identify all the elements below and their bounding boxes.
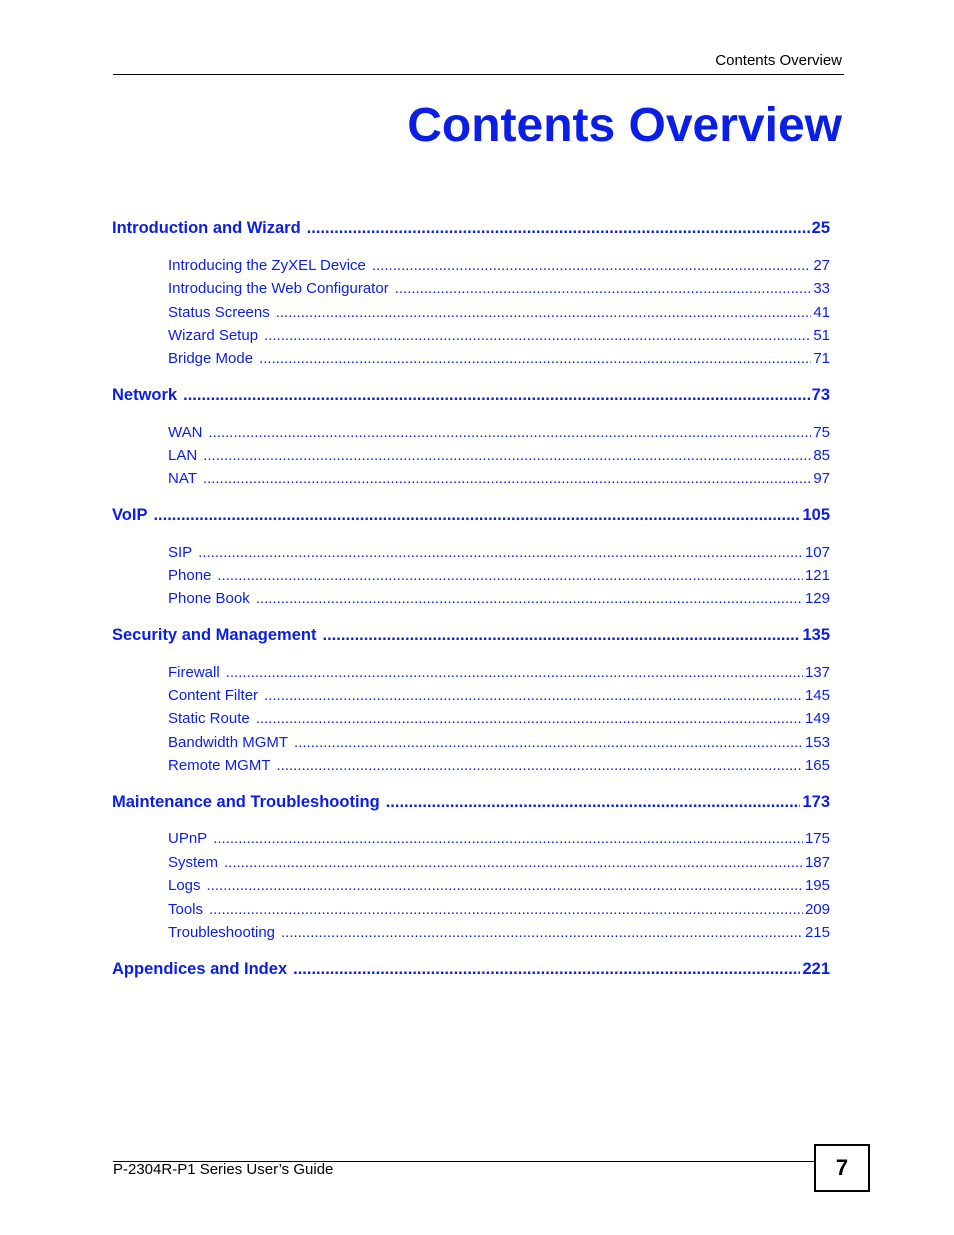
toc-leader-dots bbox=[256, 590, 803, 607]
toc-leader-dots bbox=[213, 830, 803, 847]
toc-entry[interactable] bbox=[168, 327, 830, 344]
toc-page-number: 137 bbox=[804, 664, 830, 681]
toc-entry-title: Introducing the ZyXEL Device bbox=[168, 257, 366, 274]
toc-page-number: 135 bbox=[802, 626, 830, 644]
toc-leader-dots bbox=[226, 664, 803, 681]
toc-leader-dots bbox=[276, 304, 812, 321]
toc-entry-title: Remote MGMT bbox=[168, 757, 271, 774]
toc-section-title: Introduction and Wizard bbox=[112, 219, 301, 237]
toc-leader-dots bbox=[259, 350, 811, 367]
toc-page-number: 173 bbox=[802, 793, 830, 811]
toc-entry-title: Status Screens bbox=[168, 304, 270, 321]
toc-entry[interactable] bbox=[168, 854, 830, 871]
toc-section-title: VoIP bbox=[112, 506, 148, 524]
toc-page-number: 165 bbox=[804, 757, 830, 774]
toc-leader-dots bbox=[386, 793, 801, 812]
toc-entry-title: SIP bbox=[168, 544, 193, 561]
toc-page-number: 71 bbox=[813, 350, 830, 367]
toc-entry-title: Content Filter bbox=[168, 687, 259, 704]
toc-leader-dots bbox=[203, 470, 811, 487]
toc-entry-title: Logs bbox=[168, 877, 201, 894]
toc-page-number: 187 bbox=[804, 854, 830, 871]
toc-entry[interactable] bbox=[168, 901, 830, 918]
toc-entry[interactable] bbox=[168, 830, 830, 847]
toc-entry[interactable] bbox=[168, 447, 830, 464]
toc-page-number: 33 bbox=[813, 280, 830, 297]
toc-section[interactable] bbox=[112, 626, 830, 645]
toc-entry[interactable] bbox=[168, 424, 830, 441]
toc-leader-dots bbox=[277, 757, 803, 774]
toc-page-number: 129 bbox=[804, 590, 830, 607]
toc-page-number: 145 bbox=[804, 687, 830, 704]
toc-page-number: 195 bbox=[804, 877, 830, 894]
toc-leader-dots bbox=[293, 960, 800, 979]
toc-leader-dots bbox=[322, 626, 800, 645]
toc-entry-title: Tools bbox=[168, 901, 204, 918]
toc-leader-dots bbox=[294, 734, 803, 751]
toc-section[interactable] bbox=[112, 506, 830, 525]
toc-page-number: 209 bbox=[804, 901, 830, 918]
toc-leader-dots bbox=[281, 924, 803, 941]
toc-section-title: Appendices and Index bbox=[112, 960, 288, 978]
toc-leader-dots bbox=[264, 327, 811, 344]
toc-leader-dots bbox=[264, 687, 803, 704]
toc-section[interactable] bbox=[112, 219, 830, 238]
toc-entry[interactable] bbox=[168, 710, 830, 727]
toc-leader-dots bbox=[153, 506, 800, 525]
toc-entry[interactable] bbox=[168, 877, 830, 894]
toc-entry[interactable] bbox=[168, 590, 830, 607]
running-header: Contents Overview bbox=[715, 52, 842, 69]
toc-entry-title: Static Route bbox=[168, 710, 250, 727]
toc-entry[interactable] bbox=[168, 280, 830, 297]
toc-leader-dots bbox=[256, 710, 803, 727]
toc-section-title: Network bbox=[112, 386, 178, 404]
toc-entry-title: Wizard Setup bbox=[168, 327, 259, 344]
toc-page-number: 153 bbox=[804, 734, 830, 751]
footer-guide-title: P-2304R-P1 Series User’s Guide bbox=[113, 1161, 334, 1178]
toc-entry[interactable] bbox=[168, 734, 830, 751]
page-title: Contents Overview bbox=[407, 99, 842, 152]
toc-page-number: 175 bbox=[804, 830, 830, 847]
toc-page-number: 73 bbox=[811, 386, 830, 404]
toc-section[interactable] bbox=[112, 793, 830, 812]
toc-page-number: 105 bbox=[802, 506, 830, 524]
toc-entry-title: Bridge Mode bbox=[168, 350, 254, 367]
toc-entry[interactable] bbox=[168, 924, 830, 941]
toc-entry-title: System bbox=[168, 854, 219, 871]
header-rule bbox=[113, 74, 844, 75]
toc-entry-title: Phone Book bbox=[168, 590, 250, 607]
toc-page-number: 97 bbox=[813, 470, 830, 487]
toc-page-number: 149 bbox=[804, 710, 830, 727]
toc-page-number: 85 bbox=[813, 447, 830, 464]
toc-entry[interactable] bbox=[168, 257, 830, 274]
toc-page-number: 25 bbox=[811, 219, 830, 237]
toc-page-number: 215 bbox=[804, 924, 830, 941]
toc-entry-title: Bandwidth MGMT bbox=[168, 734, 289, 751]
toc-section[interactable] bbox=[112, 386, 830, 405]
toc-leader-dots bbox=[207, 877, 803, 894]
toc-entry-title: Firewall bbox=[168, 664, 220, 681]
toc-page-number: 41 bbox=[813, 304, 830, 321]
toc-entry[interactable] bbox=[168, 687, 830, 704]
toc-entry-title: UPnP bbox=[168, 830, 208, 847]
toc-leader-dots bbox=[209, 901, 803, 918]
toc-entry-title: Introducing the Web Configurator bbox=[168, 280, 389, 297]
toc-page-number: 107 bbox=[804, 544, 830, 561]
toc-page-number: 27 bbox=[813, 257, 830, 274]
toc-section-title: Maintenance and Troubleshooting bbox=[112, 793, 380, 811]
toc-entry-title: Troubleshooting bbox=[168, 924, 276, 941]
toc-leader-dots bbox=[217, 567, 803, 584]
toc-entry-title: WAN bbox=[168, 424, 203, 441]
toc-entry[interactable] bbox=[168, 567, 830, 584]
toc-entry-title: Phone bbox=[168, 567, 212, 584]
toc-leader-dots bbox=[224, 854, 803, 871]
toc-entry[interactable] bbox=[168, 544, 830, 561]
toc-leader-dots bbox=[307, 219, 810, 238]
toc-leader-dots bbox=[395, 280, 812, 297]
toc-page-number: 75 bbox=[813, 424, 830, 441]
toc-page-number: 51 bbox=[813, 327, 830, 344]
toc-entry-title: LAN bbox=[168, 447, 198, 464]
toc-entry[interactable] bbox=[168, 470, 830, 487]
toc-entry[interactable] bbox=[168, 757, 830, 774]
toc-leader-dots bbox=[372, 257, 811, 274]
page-number-box: 7 bbox=[814, 1144, 870, 1192]
toc-page-number: 221 bbox=[802, 960, 830, 978]
toc-leader-dots bbox=[203, 447, 811, 464]
toc-entry[interactable] bbox=[168, 664, 830, 681]
toc-section-title: Security and Management bbox=[112, 626, 317, 644]
toc-entry[interactable] bbox=[168, 304, 830, 321]
toc-leader-dots bbox=[208, 424, 811, 441]
toc-leader-dots bbox=[183, 386, 810, 405]
toc-section[interactable] bbox=[112, 960, 830, 979]
toc-entry[interactable] bbox=[168, 350, 830, 367]
toc-page-number: 121 bbox=[804, 567, 830, 584]
toc-entry-title: NAT bbox=[168, 470, 197, 487]
toc-leader-dots bbox=[198, 544, 803, 561]
